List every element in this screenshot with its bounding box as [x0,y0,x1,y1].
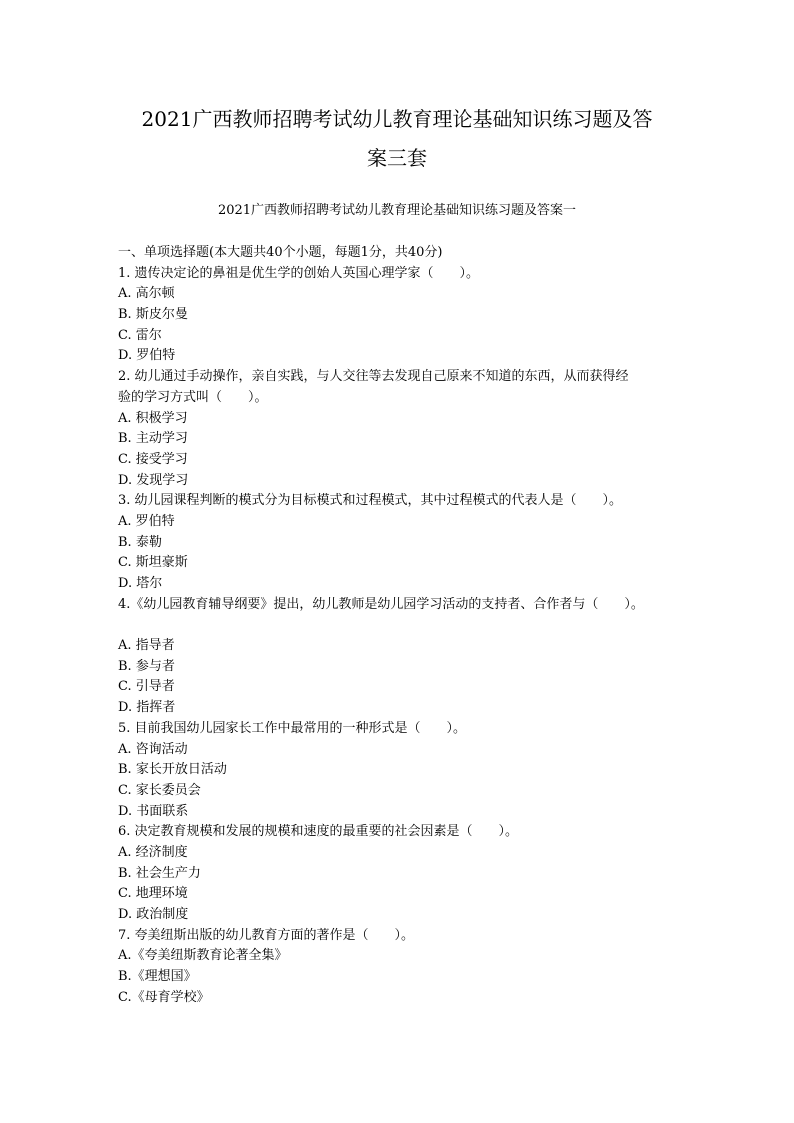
question-1-option-a: A. 高尔顿 [118,286,175,302]
question-content [118,243,698,1008]
question-5-option-c: C. 家长委员会 [118,782,201,798]
question-2-option-b: B. 主动学习 [118,431,188,447]
blank-line [118,615,698,636]
question-2-option-d: D. 发现学习 [118,472,189,488]
question-5-option-b: B. 家长开放日活动 [118,762,227,778]
question-1-option-b: B. 斯皮尔曼 [118,307,188,323]
question-7-stem: 7. 夸美纽斯出版的幼儿教育方面的著作是（ ）。 [118,927,415,943]
question-4-option-c: C. 引导者 [118,679,175,695]
question-7-option-b: B.《理想国》 [118,969,197,985]
question-6-option-a: A. 经济制度 [118,844,188,860]
question-3-stem: 3. 幼儿园课程判断的模式分为目标模式和过程模式，其中过程模式的代表人是（ ）。 [118,493,623,509]
question-6-option-b: B. 社会生产力 [118,865,201,881]
question-6-stem: 6. 决定教育规模和发展的规模和速度的最重要的社会因素是（ ）。 [118,824,519,840]
document-title-line-2: 案三套 [367,146,427,170]
document-subtitle: 2021广西教师招聘考试幼儿教育理论基础知识练习题及答案一 [217,203,577,218]
question-6-option-c: C. 地理环境 [118,886,188,902]
document-title-line-1: 2021广西教师招聘考试幼儿教育理论基础知识练习题及答 [141,107,653,131]
question-2-option-c: C. 接受学习 [118,451,188,467]
question-6-option-d: D. 政治制度 [118,907,189,922]
question-1-stem: 1. 遗传决定论的鼻祖是优生学的创始人英国心理学家（ ）。 [118,265,480,281]
question-7-option-a: A.《夸美纽斯教育论著全集》 [118,948,288,964]
question-3-option-c: C. 斯坦豪斯 [118,555,188,571]
question-5-stem: 5. 目前我国幼儿园家长工作中最常用的一种形式是（ ）。 [118,720,467,736]
question-2-stem-line-1: 2. 幼儿通过手动操作，亲自实践，与人交往等去发现自己原来不知道的东西，从而获得经 [118,369,629,385]
question-2-stem-line-2: 验的学习方式叫（ ）。 [118,389,268,405]
question-1-option-d: D. 罗伯特 [118,348,176,364]
section-heading: 一、单项选择题(本大题共40个小题，每题1分，共40分) [118,245,443,260]
question-1-option-c: C. 雷尔 [118,327,162,343]
question-5-option-a: A. 咨询活动 [118,741,188,757]
question-3-option-b: B. 泰勒 [118,534,162,550]
question-5-option-d: D. 书面联系 [118,803,189,819]
question-3-option-d: D. 塔尔 [118,576,163,591]
question-2-option-a: A. 积极学习 [118,410,188,426]
question-4-option-d: D. 指挥者 [118,700,176,716]
question-4-stem: 4.《幼儿园教育辅导纲要》提出，幼儿教师是幼儿园学习活动的支持者、合作者与（ ）。 [118,596,644,612]
question-7-option-c: C.《母育学校》 [118,989,210,1005]
question-3-option-a: A. 罗伯特 [118,513,175,529]
question-4-option-a: A. 指导者 [118,638,175,654]
question-4-option-b: B. 参与者 [118,658,175,674]
